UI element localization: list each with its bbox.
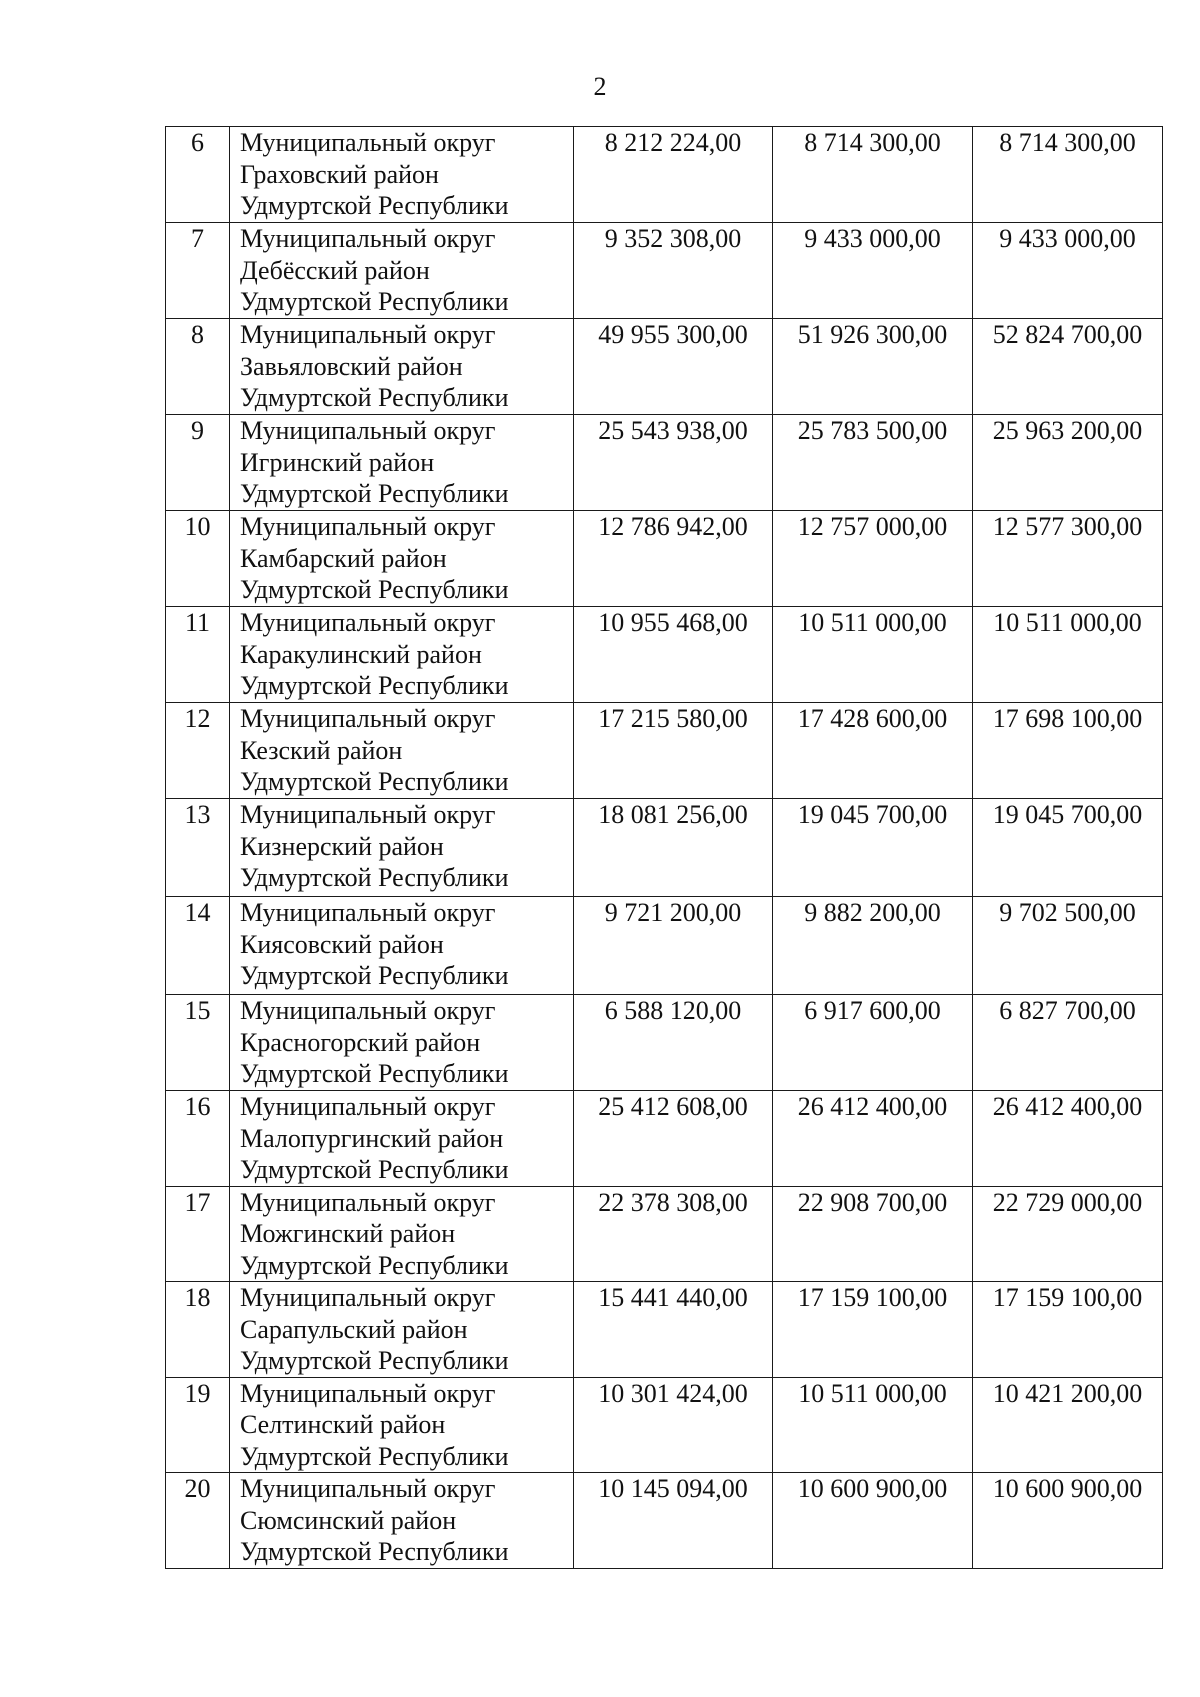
amount-2: 12 757 000,00 xyxy=(773,511,973,607)
amount-1: 15 441 440,00 xyxy=(574,1282,773,1378)
amount-1: 9 352 308,00 xyxy=(574,223,773,319)
amount-1: 8 212 224,00 xyxy=(574,127,773,223)
municipality-name xyxy=(230,511,574,607)
municipality-name xyxy=(230,415,574,511)
municipality-name-line: Селтинский район xyxy=(240,1410,446,1439)
row-number: 6 xyxy=(166,127,230,223)
table-row xyxy=(166,1377,1163,1473)
table-row xyxy=(166,511,1163,607)
municipality-name-line: Удмуртской Республики xyxy=(240,287,509,316)
municipality-name xyxy=(230,703,574,799)
municipality-name-line: Муниципальный округ xyxy=(240,1187,496,1217)
amount-3: 52 824 700,00 xyxy=(973,319,1163,415)
row-number: 16 xyxy=(166,1091,230,1187)
amount-2: 6 917 600,00 xyxy=(773,995,973,1091)
row-number: 15 xyxy=(166,995,230,1091)
row-number: 11 xyxy=(166,607,230,703)
amount-2: 51 926 300,00 xyxy=(773,319,973,415)
table-row xyxy=(166,319,1163,415)
amount-2: 22 908 700,00 xyxy=(773,1186,973,1282)
row-number: 12 xyxy=(166,703,230,799)
amount-2: 9 882 200,00 xyxy=(773,897,973,995)
row-number: 9 xyxy=(166,415,230,511)
row-number: 13 xyxy=(166,799,230,897)
municipality-name-line: Удмуртской Республики xyxy=(240,383,509,412)
municipality-name-line: Каракулинский район xyxy=(240,639,482,669)
amount-1: 9 721 200,00 xyxy=(574,897,773,995)
municipality-name-line: Игринский район xyxy=(240,447,435,477)
municipality-name-line: Камбарский район xyxy=(240,543,447,573)
row-number: 19 xyxy=(166,1377,230,1473)
municipality-name-line: Муниципальный округ xyxy=(240,608,496,637)
page-number: 2 xyxy=(593,72,607,101)
municipality-name xyxy=(230,1282,574,1378)
municipality-name-line: Удмуртской Республики xyxy=(240,961,509,990)
amount-1: 10 301 424,00 xyxy=(574,1377,773,1473)
municipality-name xyxy=(230,995,574,1091)
municipality-name-line: Кизнерский район xyxy=(240,831,444,861)
row-number: 7 xyxy=(166,223,230,319)
amount-1: 12 786 942,00 xyxy=(574,511,773,607)
amount-1: 22 378 308,00 xyxy=(574,1186,773,1282)
municipality-name-line: Удмуртской Республики xyxy=(240,1250,509,1280)
amount-1: 10 145 094,00 xyxy=(574,1473,773,1569)
municipality-name-line: Муниципальный округ xyxy=(240,1474,496,1503)
municipality-name-line: Удмуртской Республики xyxy=(240,191,509,220)
municipality-name xyxy=(230,223,574,319)
amount-3: 25 963 200,00 xyxy=(973,415,1163,511)
municipality-name xyxy=(230,1377,574,1473)
municipality-name xyxy=(230,897,574,995)
row-number: 14 xyxy=(166,897,230,995)
row-number: 10 xyxy=(166,511,230,607)
amount-2: 8 714 300,00 xyxy=(773,127,973,223)
municipality-name xyxy=(230,799,574,897)
municipality-name xyxy=(230,127,574,223)
amount-3: 10 421 200,00 xyxy=(973,1377,1163,1473)
municipality-name xyxy=(230,607,574,703)
amount-3: 17 159 100,00 xyxy=(973,1282,1163,1378)
municipality-name-line: Киясовский район xyxy=(240,929,444,959)
municipality-name-line: Удмуртской Республики xyxy=(240,1155,509,1184)
row-number: 17 xyxy=(166,1186,230,1282)
row-number: 20 xyxy=(166,1473,230,1569)
municipality-name-line: Можгинский район xyxy=(240,1219,456,1248)
municipality-name xyxy=(230,1186,574,1282)
amount-3: 19 045 700,00 xyxy=(973,799,1163,897)
municipality-name-line: Граховский район xyxy=(240,159,439,189)
municipality-name-line: Удмуртской Республики xyxy=(240,767,509,796)
municipality-name-line: Муниципальный округ xyxy=(240,704,496,733)
municipality-name-line: Муниципальный округ xyxy=(240,416,496,445)
amount-1: 25 543 938,00 xyxy=(574,415,773,511)
municipality-name xyxy=(230,1091,574,1187)
amount-3: 8 714 300,00 xyxy=(973,127,1163,223)
table-row xyxy=(166,223,1163,319)
amount-2: 17 159 100,00 xyxy=(773,1282,973,1378)
amount-1: 6 588 120,00 xyxy=(574,995,773,1091)
municipality-name-line: Удмуртской Республики xyxy=(240,575,509,604)
municipality-name-line: Муниципальный округ xyxy=(240,800,496,829)
table-row xyxy=(166,1091,1163,1187)
municipality-name-line: Сарапульский район xyxy=(240,1314,468,1344)
municipality-name-line: Муниципальный округ xyxy=(240,512,496,541)
municipality-name-line: Муниципальный округ xyxy=(240,320,496,349)
table-row xyxy=(166,415,1163,511)
amount-2: 19 045 700,00 xyxy=(773,799,973,897)
municipality-name-line: Муниципальный округ xyxy=(240,996,496,1025)
municipality-name-line: Муниципальный округ xyxy=(240,898,496,927)
municipality-name xyxy=(230,319,574,415)
amount-1: 17 215 580,00 xyxy=(574,703,773,799)
municipality-name-line: Удмуртской Республики xyxy=(240,1441,509,1471)
row-number: 18 xyxy=(166,1282,230,1378)
amount-2: 26 412 400,00 xyxy=(773,1091,973,1187)
municipality-name-line: Муниципальный округ xyxy=(240,1092,496,1121)
municipality-name-line: Красногорский район xyxy=(240,1027,481,1057)
table-row xyxy=(166,607,1163,703)
municipality-name-line: Малопургинский район xyxy=(240,1123,504,1153)
amount-3: 6 827 700,00 xyxy=(973,995,1163,1091)
amount-3: 9 702 500,00 xyxy=(973,897,1163,995)
amount-3: 17 698 100,00 xyxy=(973,703,1163,799)
municipality-name-line: Сюмсинский район xyxy=(240,1505,457,1535)
amount-2: 25 783 500,00 xyxy=(773,415,973,511)
amount-1: 49 955 300,00 xyxy=(574,319,773,415)
municipality-name-line: Дебёсский район xyxy=(240,255,430,285)
table-body xyxy=(166,127,1163,1569)
amount-3: 12 577 300,00 xyxy=(973,511,1163,607)
municipality-name-line: Удмуртской Республики xyxy=(240,479,509,508)
amount-1: 10 955 468,00 xyxy=(574,607,773,703)
municipality-name-line: Удмуртской Республики xyxy=(240,1059,509,1088)
table-row xyxy=(166,799,1163,897)
municipality-name xyxy=(230,1473,574,1569)
municipality-name-line: Муниципальный округ xyxy=(240,224,496,253)
row-number: 8 xyxy=(166,319,230,415)
municipality-name-line: Удмуртской Республики xyxy=(240,1537,509,1566)
municipality-name-line: Муниципальный округ xyxy=(240,128,496,157)
amount-2: 10 511 000,00 xyxy=(773,607,973,703)
table-row xyxy=(166,703,1163,799)
municipality-name-line: Удмуртской Республики xyxy=(240,863,509,892)
amount-1: 25 412 608,00 xyxy=(574,1091,773,1187)
table-row xyxy=(166,127,1163,223)
municipality-name-line: Кезский район xyxy=(240,735,403,765)
table-row xyxy=(166,995,1163,1091)
budget-table xyxy=(165,126,1163,1569)
municipality-name-line: Удмуртской Республики xyxy=(240,671,509,700)
amount-2: 9 433 000,00 xyxy=(773,223,973,319)
amount-2: 10 511 000,00 xyxy=(773,1377,973,1473)
table-row xyxy=(166,1282,1163,1378)
amount-3: 26 412 400,00 xyxy=(973,1091,1163,1187)
amount-3: 22 729 000,00 xyxy=(973,1186,1163,1282)
amount-2: 10 600 900,00 xyxy=(773,1473,973,1569)
municipality-name-line: Удмуртской Республики xyxy=(240,1346,509,1375)
municipality-name-line: Завьяловский район xyxy=(240,351,463,381)
amount-3: 10 511 000,00 xyxy=(973,607,1163,703)
table-row xyxy=(166,1186,1163,1282)
municipality-name-line: Муниципальный округ xyxy=(240,1378,496,1408)
amount-3: 10 600 900,00 xyxy=(973,1473,1163,1569)
table-row xyxy=(166,897,1163,995)
amount-2: 17 428 600,00 xyxy=(773,703,973,799)
amount-1: 18 081 256,00 xyxy=(574,799,773,897)
amount-3: 9 433 000,00 xyxy=(973,223,1163,319)
municipality-name-line: Муниципальный округ xyxy=(240,1283,496,1312)
table-row xyxy=(166,1473,1163,1569)
